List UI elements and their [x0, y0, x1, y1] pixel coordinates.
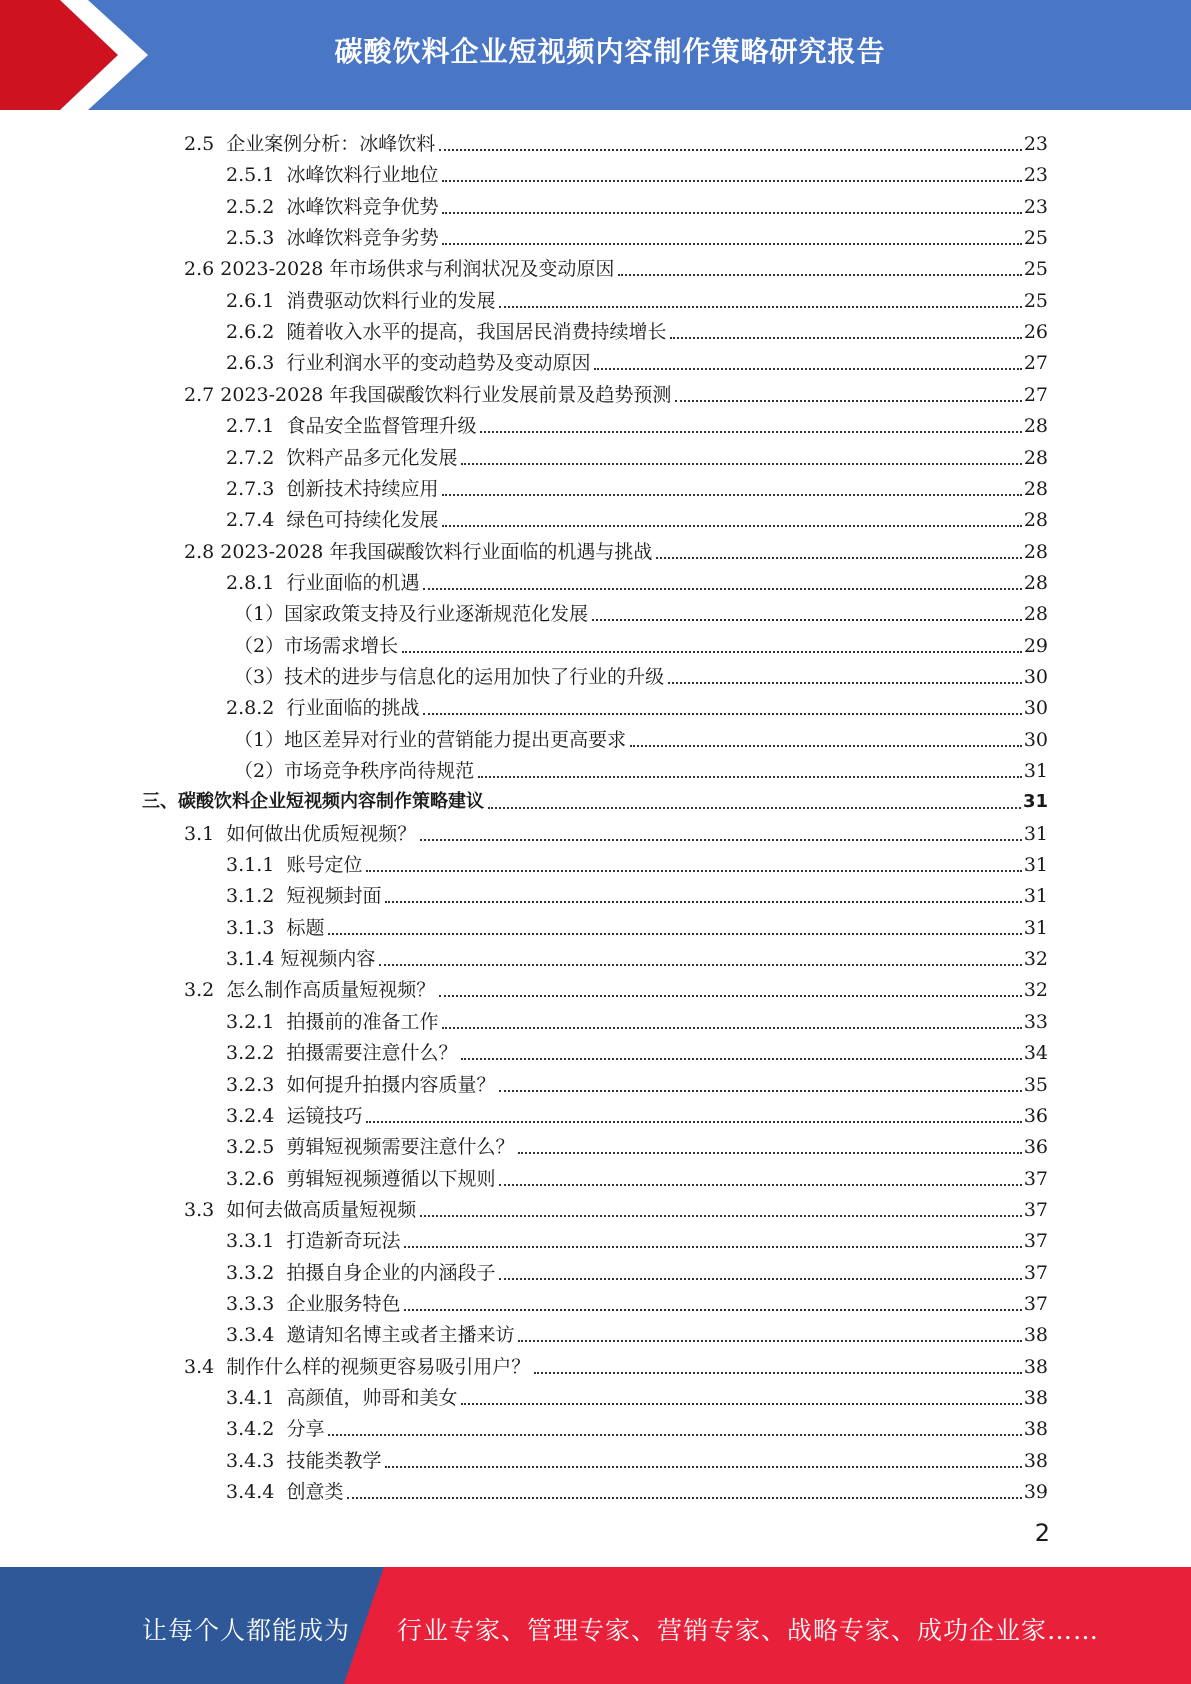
toc-entry-page: 38 — [1023, 1418, 1048, 1441]
toc-entry[interactable] — [226, 943, 1048, 971]
toc-entry[interactable] — [226, 1100, 1048, 1128]
toc-entry-page: 35 — [1023, 1073, 1048, 1096]
toc-entry[interactable] — [234, 755, 1048, 783]
toc-entry-page: 28 — [1023, 477, 1048, 500]
toc-dot-leader — [592, 619, 1022, 621]
toc-entry-number: 2.8.1 — [226, 571, 287, 594]
toc-dot-leader — [379, 964, 1021, 966]
toc-entry-title: 企业案例分析：冰峰饮料 — [226, 133, 436, 155]
toc-dot-leader — [499, 1278, 1021, 1280]
toc-dot-leader — [442, 1027, 1021, 1029]
toc-entry-page: 28 — [1023, 415, 1048, 438]
toc-entry-title: 分享 — [286, 1418, 325, 1441]
toc-dot-leader — [668, 682, 1022, 684]
toc-entry-page: 29 — [1023, 634, 1048, 657]
toc-entry[interactable] — [226, 191, 1048, 219]
toc-entry-page: 36 — [1023, 1136, 1048, 1159]
toc-entry[interactable] — [184, 818, 1048, 846]
toc-dot-leader — [442, 525, 1021, 527]
toc-entry-title: 制作什么样的视频更容易吸引用户？ — [226, 1355, 531, 1378]
toc-dot-leader — [442, 494, 1021, 496]
toc-dot-leader — [461, 1403, 1021, 1405]
toc-entry-number: 3.4.3 — [226, 1449, 287, 1472]
toc-entry-page: 25 — [1023, 227, 1048, 250]
toc-dot-leader — [518, 1340, 1021, 1342]
toc-entry-title: 冰峰饮料竞争优势 — [286, 195, 439, 218]
toc-entry-number: 3.1 — [184, 822, 227, 845]
toc-entry-title: 行业面临的挑战 — [286, 697, 420, 720]
toc-entry-title: （2）市场需求增长 — [234, 634, 399, 657]
toc-entry-number: 3.4.2 — [226, 1418, 287, 1441]
toc-dot-leader — [499, 1090, 1021, 1092]
toc-entry-number: 3.2.5 — [226, 1136, 287, 1159]
toc-entry-number: 3.4 — [184, 1355, 227, 1378]
toc-dot-leader — [442, 180, 1021, 182]
toc-dot-leader — [594, 368, 1021, 370]
toc-entry[interactable] — [226, 1288, 1048, 1316]
toc-entry-page: 38 — [1023, 1355, 1048, 1378]
toc-dot-leader — [366, 870, 1021, 872]
toc-entry-title: （2）市场竞争秩序尚待规范 — [234, 760, 475, 782]
toc-entry-page: 31 — [1023, 760, 1048, 782]
toc-entry-title: 邀请知名博主或者主播来访 — [286, 1324, 515, 1347]
toc-dot-leader — [402, 651, 1022, 653]
toc-entry-page: 30 — [1023, 697, 1048, 720]
toc-entry-title: 剪辑短视频遵循以下规则 — [286, 1167, 496, 1190]
toc-dot-leader — [404, 1309, 1021, 1311]
toc-entry-title: 2023-2028 年我国碳酸饮料行业面临的机遇与挑战 — [220, 540, 653, 563]
toc-entry-page: 28 — [1023, 446, 1048, 469]
toc-entry-title: 剪辑短视频需要注意什么？ — [286, 1136, 515, 1159]
toc-entry-title: 三、碳酸饮料企业短视频内容制作策略建议 — [142, 791, 484, 813]
toc-dot-leader — [478, 776, 1022, 778]
toc-dot-leader — [461, 463, 1021, 465]
toc-entry-page: 37 — [1023, 1292, 1048, 1315]
toc-dot-leader — [534, 1372, 1022, 1374]
toc-entry-number: 3.2.3 — [226, 1073, 287, 1096]
toc-entry-number: 3.2.2 — [226, 1042, 287, 1065]
toc-entry[interactable] — [226, 504, 1048, 532]
toc-dot-leader — [670, 337, 1021, 339]
toc-dot-leader — [385, 1466, 1021, 1468]
toc-entry-title: 如何去做高质量短视频 — [226, 1198, 417, 1221]
toc-entry-number: 2.8 — [184, 540, 221, 563]
page-header — [0, 0, 1191, 110]
toc-entry[interactable] — [226, 442, 1048, 470]
toc-entry-title: 2023-2028 年市场供求与利润状况及变动原因 — [220, 258, 615, 281]
toc-entry-title: 食品安全监督管理升级 — [286, 415, 477, 438]
toc-entry-page: 25 — [1023, 258, 1048, 281]
toc-dot-leader — [385, 901, 1021, 903]
toc-entry-number: 3.4.4 — [226, 1481, 287, 1504]
toc-dot-leader — [423, 713, 1021, 715]
toc-entry[interactable] — [226, 912, 1048, 940]
toc-entry-number: 3.3.4 — [226, 1324, 287, 1347]
toc-entry-title: 短视频封面 — [286, 885, 382, 908]
toc-entry[interactable] — [226, 316, 1048, 344]
toc-entry-number: 2.7.4 — [226, 509, 287, 532]
toc-entry-page: 37 — [1023, 1261, 1048, 1284]
toc-entry[interactable] — [234, 598, 1048, 626]
toc-dot-leader — [442, 243, 1021, 245]
toc-entry-number: 2.6.2 — [226, 321, 287, 344]
toc-entry-page: 38 — [1023, 1387, 1048, 1409]
toc-dot-leader — [618, 274, 1021, 276]
toc-entry-title: 冰峰饮料行业地位 — [286, 164, 439, 187]
toc-entry-title: 短视频内容 — [280, 948, 376, 971]
toc-dot-leader — [461, 1058, 1021, 1060]
toc-entry-number: 3.4.1 — [226, 1387, 287, 1409]
footer-slogan-right: 行业专家、管理专家、营销专家、战略专家、成功企业家…… — [397, 1616, 1100, 1645]
toc-entry-number: 3.2.1 — [226, 1010, 287, 1033]
toc-entry-number: 2.5.2 — [226, 195, 287, 218]
toc-entry[interactable] — [226, 1069, 1048, 1097]
toc-entry-page: 31 — [1023, 854, 1048, 877]
toc-entry-number: 2.7.3 — [226, 477, 287, 500]
toc-entry-title: 行业面临的机遇 — [286, 571, 420, 594]
toc-dot-leader — [423, 588, 1021, 590]
toc-entry-page: 34 — [1023, 1042, 1048, 1065]
toc-entry-page: 27 — [1023, 352, 1048, 375]
toc-dot-leader — [439, 995, 1022, 997]
toc-entry-title: 绿色可持续化发展 — [286, 509, 439, 532]
toc-dot-leader — [656, 557, 1021, 559]
toc-entry[interactable] — [226, 1037, 1048, 1065]
toc-entry-page: 37 — [1023, 1167, 1048, 1190]
toc-entry-title: 创新技术持续应用 — [286, 477, 439, 500]
toc-entry-number: 3.3.3 — [226, 1292, 287, 1315]
toc-entry-page: 31 — [1022, 791, 1048, 813]
toc-entry-title: 创意类 — [286, 1481, 344, 1504]
toc-entry[interactable] — [226, 1257, 1048, 1285]
toc-entry[interactable] — [226, 1413, 1048, 1441]
toc-entry[interactable] — [226, 1445, 1048, 1473]
toc-entry[interactable] — [184, 536, 1048, 564]
toc-entry-number: 3.2.6 — [226, 1167, 287, 1190]
toc-entry-number: 3.1.1 — [226, 854, 287, 877]
toc-entry-number: 2.5.3 — [226, 227, 287, 250]
toc-entry-number: 2.7.1 — [226, 415, 287, 438]
toc-entry-page: 37 — [1023, 1198, 1048, 1221]
toc-entry[interactable] — [184, 379, 1048, 407]
toc-entry-title: 饮料产品多元化发展 — [286, 446, 458, 469]
toc-entry[interactable] — [226, 1163, 1048, 1191]
toc-dot-leader — [366, 1121, 1021, 1123]
toc-entry[interactable] — [226, 849, 1048, 877]
toc-dot-leader — [480, 431, 1021, 433]
toc-entry-title: 技能类教学 — [286, 1449, 382, 1472]
toc-entry-page: 33 — [1023, 1010, 1048, 1033]
toc-entry-number: 3.2 — [184, 979, 227, 1002]
page-number: 2 — [1034, 1519, 1050, 1547]
toc-entry[interactable] — [226, 1382, 1048, 1410]
toc-entry-number: 3.3.1 — [226, 1230, 287, 1253]
toc-dot-leader — [328, 1434, 1021, 1436]
toc-dot-leader — [442, 212, 1021, 214]
toc-entry[interactable] — [226, 692, 1048, 720]
toc-entry-page: 39 — [1023, 1481, 1048, 1504]
toc-entry-number: 3.1.2 — [226, 885, 287, 908]
toc-entry-page: 23 — [1023, 164, 1048, 187]
toc-entry-page: 23 — [1023, 133, 1048, 155]
toc-entry-title: 如何做出优质短视频？ — [226, 822, 417, 845]
toc-entry[interactable] — [184, 1351, 1048, 1379]
toc-dot-leader — [347, 1497, 1021, 1499]
toc-entry-title: 运镜技巧 — [286, 1104, 363, 1127]
toc-entry-page: 26 — [1023, 321, 1048, 344]
toc-entry-page: 31 — [1023, 822, 1048, 845]
toc-entry-page: 32 — [1023, 948, 1048, 971]
document-title: 碳酸饮料企业短视频内容制作策略研究报告 — [334, 35, 886, 68]
toc-entry[interactable] — [226, 1131, 1048, 1159]
toc-entry-title: （1）国家政策支持及行业逐渐规范化发展 — [234, 603, 589, 626]
toc-entry[interactable] — [234, 661, 1048, 689]
footer-slogan-left: 让每个人都能成为 — [142, 1616, 351, 1645]
toc-entry-number: 3.1.3 — [226, 916, 287, 939]
toc-entry-page: 36 — [1023, 1104, 1048, 1127]
toc-entry-page: 32 — [1023, 979, 1048, 1002]
toc-entry[interactable] — [184, 253, 1048, 281]
toc-dot-leader — [630, 745, 1022, 747]
toc-entry-number: 2.6.3 — [226, 352, 287, 375]
toc-entry-page: 31 — [1023, 916, 1048, 939]
toc-entry-title: 打造新奇玩法 — [286, 1230, 401, 1253]
toc-entry[interactable] — [226, 1319, 1048, 1347]
toc-entry-number: 3.3 — [184, 1198, 227, 1221]
toc-entry-title: 拍摄需要注意什么？ — [286, 1042, 458, 1065]
toc-entry-page: 27 — [1023, 383, 1048, 406]
toc-entry[interactable] — [234, 724, 1048, 752]
toc-entry-number: 2.6 — [184, 258, 221, 281]
toc-entry-page: 38 — [1023, 1324, 1048, 1347]
toc-entry-title: 怎么制作高质量短视频？ — [226, 979, 436, 1002]
toc-entry[interactable] — [226, 347, 1048, 375]
toc-entry[interactable] — [226, 1006, 1048, 1034]
toc-dot-leader — [518, 1152, 1021, 1154]
toc-entry-title: （3）技术的进步与信息化的运用加快了行业的升级 — [234, 665, 665, 688]
toc-entry-title: 如何提升拍摄内容质量？ — [286, 1073, 496, 1096]
toc-entry-number: 2.5.1 — [226, 164, 287, 187]
toc-entry-number: 3.1.4 — [226, 948, 281, 971]
toc-entry[interactable] — [226, 285, 1048, 313]
toc-entry[interactable] — [184, 128, 1048, 156]
toc-entry-title: 账号定位 — [286, 854, 363, 877]
toc-entry-page: 31 — [1023, 885, 1048, 908]
toc-entry[interactable] — [226, 567, 1048, 595]
toc-entry-title: 2023-2028 年我国碳酸饮料行业发展前景及趋势预测 — [220, 383, 672, 406]
toc-entry[interactable] — [142, 786, 1048, 814]
toc-dot-leader — [439, 149, 1022, 151]
toc-entry-page: 25 — [1023, 289, 1048, 312]
toc-entry[interactable] — [184, 1194, 1048, 1222]
toc-entry-number: 2.5 — [184, 133, 227, 155]
toc-entry-title: 消费驱动饮料行业的发展 — [286, 289, 496, 312]
toc-dot-leader — [328, 933, 1021, 935]
toc-dot-leader — [404, 1246, 1021, 1248]
toc-entry-title: 随着收入水平的提高，我国居民消费持续增长 — [286, 321, 667, 344]
toc-dot-leader — [499, 1184, 1021, 1186]
toc-entry[interactable] — [226, 1225, 1048, 1253]
toc-entry-number: 2.6.1 — [226, 289, 287, 312]
toc-dot-leader — [675, 400, 1021, 402]
toc-entry-number: 2.7 — [184, 383, 221, 406]
toc-dot-leader — [420, 1215, 1022, 1217]
toc-entry-page: 28 — [1023, 603, 1048, 626]
toc-entry-title: 标题 — [286, 916, 325, 939]
toc-entry[interactable] — [226, 1476, 1048, 1504]
toc-entry-title: （1）地区差异对行业的营销能力提出更高要求 — [234, 728, 627, 751]
toc-entry-page: 38 — [1023, 1449, 1048, 1472]
toc-entry-page: 30 — [1023, 728, 1048, 751]
toc-entry-number: 2.7.2 — [226, 446, 287, 469]
toc-entry-page: 23 — [1023, 195, 1048, 218]
toc-entry-page: 28 — [1023, 571, 1048, 594]
page-footer — [0, 1567, 1191, 1684]
toc-entry-number: 3.2.4 — [226, 1104, 287, 1127]
toc-entry-title: 冰峰饮料竞争劣势 — [286, 227, 439, 250]
toc-entry[interactable] — [226, 410, 1048, 438]
toc-entry-number: 3.3.2 — [226, 1261, 287, 1284]
toc-entry-page: 28 — [1023, 509, 1048, 532]
toc-entry[interactable] — [226, 880, 1048, 908]
toc-entry-page: 30 — [1023, 665, 1048, 688]
toc-entry-number: 2.8.2 — [226, 697, 287, 720]
toc-dot-leader — [420, 839, 1022, 841]
toc-entry[interactable] — [226, 473, 1048, 501]
toc-dot-leader — [488, 807, 1021, 809]
toc-entry-title: 拍摄自身企业的内涵段子 — [286, 1261, 496, 1284]
toc-entry-page: 37 — [1023, 1230, 1048, 1253]
toc-entry[interactable] — [226, 159, 1048, 187]
toc-entry-title: 高颜值，帅哥和美女 — [286, 1387, 458, 1409]
toc-entry-title: 企业服务特色 — [286, 1292, 401, 1315]
toc-dot-leader — [499, 306, 1021, 308]
toc-entry[interactable] — [226, 222, 1048, 250]
toc-entry[interactable] — [184, 974, 1048, 1002]
toc-entry-title: 行业利润水平的变动趋势及变动原因 — [286, 352, 591, 375]
toc-entry[interactable] — [234, 630, 1048, 658]
toc-entry-page: 28 — [1023, 540, 1048, 563]
toc-entry-title: 拍摄前的准备工作 — [286, 1010, 439, 1033]
